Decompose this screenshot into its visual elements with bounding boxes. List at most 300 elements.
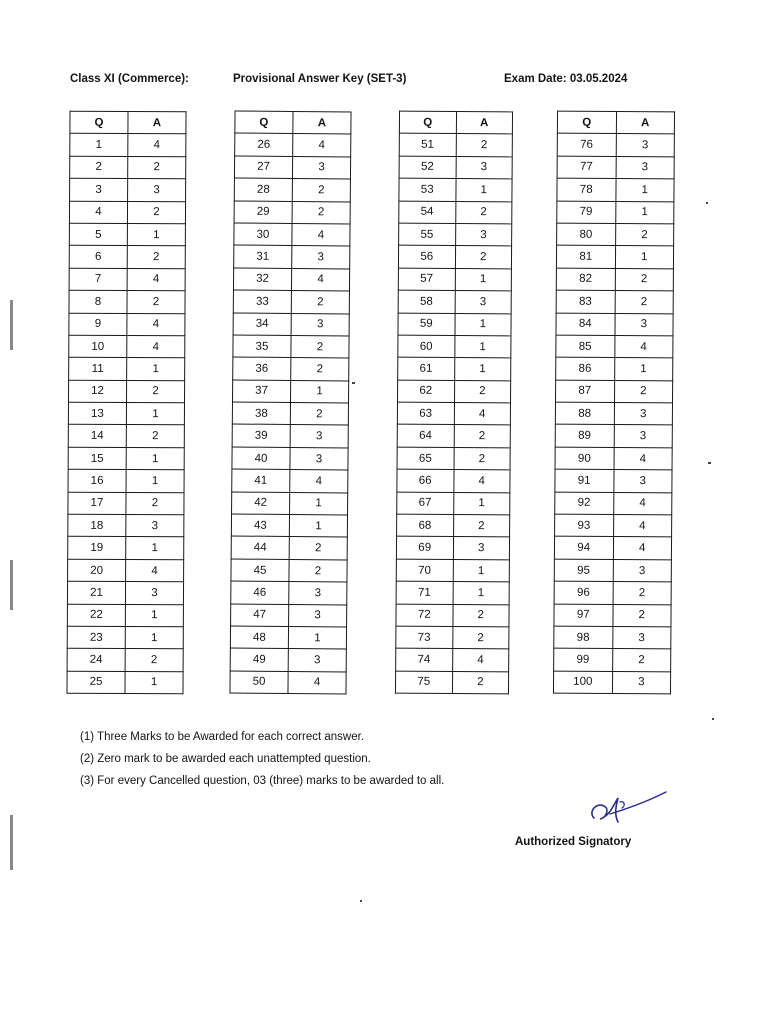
answer-option: 3 xyxy=(289,582,347,605)
table-row xyxy=(235,133,351,156)
table-row xyxy=(67,649,183,672)
answer-option: 2 xyxy=(291,335,349,358)
answer-option: 4 xyxy=(292,223,350,246)
question-number: 92 xyxy=(555,492,614,515)
table-row xyxy=(556,268,673,291)
header-a: A xyxy=(456,112,513,135)
answer-option: 4 xyxy=(614,447,673,470)
question-number: 43 xyxy=(231,514,289,537)
question-number: 63 xyxy=(397,402,454,425)
note-item: (1) Three Marks to be Awarded for each correct answer. xyxy=(80,731,365,743)
table-row xyxy=(234,201,350,224)
table-row xyxy=(69,335,185,358)
table-row xyxy=(230,626,346,649)
table-row xyxy=(69,380,185,403)
table-row xyxy=(396,626,509,649)
header-q: Q xyxy=(235,111,293,134)
table-row xyxy=(554,581,671,604)
question-number: 89 xyxy=(555,425,614,448)
table-row xyxy=(556,245,673,268)
question-number: 5 xyxy=(69,223,127,246)
table-row xyxy=(554,648,671,671)
question-number: 55 xyxy=(399,223,456,246)
table-row xyxy=(68,514,184,537)
question-number: 41 xyxy=(232,469,290,492)
table-row xyxy=(231,604,347,627)
question-number: 18 xyxy=(68,514,126,537)
answer-option: 1 xyxy=(126,470,184,493)
answer-option: 2 xyxy=(290,403,348,426)
question-number: 56 xyxy=(398,245,455,268)
answer-option: 4 xyxy=(613,537,672,560)
answer-option: 2 xyxy=(125,649,183,672)
table-row xyxy=(399,201,512,224)
table-row xyxy=(555,492,672,515)
question-number: 61 xyxy=(398,357,455,380)
answer-option: 3 xyxy=(291,313,349,336)
answer-option: 1 xyxy=(454,313,511,336)
question-number: 71 xyxy=(396,581,453,604)
question-number: 30 xyxy=(234,223,292,246)
question-number: 48 xyxy=(230,626,288,649)
table-row xyxy=(231,559,347,582)
question-number: 16 xyxy=(68,469,126,492)
answer-option: 2 xyxy=(292,201,350,224)
answer-option: 1 xyxy=(125,626,183,649)
table-row xyxy=(554,537,671,560)
question-number: 59 xyxy=(398,313,455,336)
answer-option: 4 xyxy=(126,559,184,582)
question-number: 24 xyxy=(67,649,125,672)
question-number: 11 xyxy=(69,357,127,380)
answer-option: 1 xyxy=(126,403,184,426)
table-row xyxy=(555,514,672,537)
scan-edge-mark xyxy=(10,560,13,610)
answer-option: 1 xyxy=(291,380,349,403)
answer-option: 2 xyxy=(615,291,674,314)
answer-option: 2 xyxy=(455,246,512,269)
question-number: 26 xyxy=(235,133,293,156)
answer-option: 2 xyxy=(127,380,185,403)
table-row xyxy=(68,559,184,582)
question-number: 82 xyxy=(556,268,615,291)
table-row xyxy=(398,290,511,313)
table-header-row xyxy=(235,111,351,134)
answer-option: 1 xyxy=(125,604,183,627)
header-q: Q xyxy=(70,111,128,134)
notes-section xyxy=(80,726,444,792)
answer-table-4 xyxy=(553,111,675,695)
question-number: 98 xyxy=(554,626,613,649)
answer-option: 3 xyxy=(290,425,348,448)
answer-option: 1 xyxy=(127,358,185,381)
answer-option: 2 xyxy=(126,425,184,448)
table-row xyxy=(67,671,183,694)
scan-edge-mark xyxy=(10,300,13,350)
question-number: 60 xyxy=(398,335,455,358)
table-row xyxy=(233,357,349,380)
question-number: 75 xyxy=(395,671,452,694)
answer-option: 2 xyxy=(127,291,185,314)
answer-option: 4 xyxy=(613,492,672,515)
note-item: (2) Zero mark to be awarded each unattempted question. xyxy=(80,753,371,765)
question-number: 84 xyxy=(556,313,615,336)
answer-option: 3 xyxy=(128,179,186,202)
table-row xyxy=(398,335,511,358)
question-number: 88 xyxy=(555,402,614,425)
question-number: 80 xyxy=(557,223,616,246)
table-row xyxy=(396,604,509,627)
answer-option: 3 xyxy=(126,515,184,538)
answer-option: 1 xyxy=(453,492,510,515)
answer-option: 2 xyxy=(128,156,186,179)
answer-option: 4 xyxy=(128,134,186,157)
question-number: 22 xyxy=(67,604,125,627)
table-row xyxy=(399,156,512,179)
question-number: 45 xyxy=(231,559,289,582)
table-row xyxy=(399,134,512,157)
table-row xyxy=(234,223,350,246)
answer-table-2 xyxy=(229,111,351,695)
question-number: 72 xyxy=(396,604,453,627)
answer-option: 3 xyxy=(290,447,348,470)
header-a: A xyxy=(616,112,675,135)
authorized-signatory-label: Authorized Signatory xyxy=(515,836,632,848)
answer-option: 3 xyxy=(292,246,350,269)
answer-option: 1 xyxy=(455,268,512,291)
question-number: 83 xyxy=(556,290,615,313)
question-number: 91 xyxy=(555,469,614,492)
table-row xyxy=(397,514,510,537)
question-number: 97 xyxy=(554,604,613,627)
question-number: 25 xyxy=(67,671,125,694)
table-row xyxy=(399,178,512,201)
scan-speck xyxy=(352,382,355,384)
table-row xyxy=(70,134,186,157)
answer-option: 2 xyxy=(289,537,347,560)
table-row xyxy=(554,559,671,582)
answer-option: 2 xyxy=(612,604,671,627)
answer-option: 1 xyxy=(126,447,184,470)
table-row xyxy=(555,402,672,425)
question-number: 29 xyxy=(234,201,292,224)
question-number: 90 xyxy=(555,447,614,470)
question-number: 6 xyxy=(69,246,127,269)
question-number: 15 xyxy=(68,447,126,470)
answer-option: 3 xyxy=(614,403,673,426)
table-row xyxy=(68,492,184,515)
question-number: 27 xyxy=(234,156,292,179)
answer-option: 4 xyxy=(452,649,509,672)
table-row xyxy=(398,313,511,336)
answer-option: 1 xyxy=(288,626,346,649)
answer-option: 1 xyxy=(125,671,183,694)
table-row xyxy=(70,178,186,201)
table-row xyxy=(232,492,348,515)
question-number: 49 xyxy=(230,648,288,671)
answer-option: 3 xyxy=(612,671,671,694)
table-row xyxy=(233,380,349,403)
answer-option: 3 xyxy=(288,649,346,672)
table-row xyxy=(230,671,346,694)
class-label: Class XI (Commerce): xyxy=(70,73,189,85)
table-row xyxy=(397,447,510,470)
answer-option: 1 xyxy=(289,515,347,538)
answer-option: 2 xyxy=(289,559,347,582)
question-number: 94 xyxy=(554,537,613,560)
answer-option: 2 xyxy=(615,268,674,291)
question-number: 36 xyxy=(233,357,291,380)
answer-option: 2 xyxy=(613,582,672,605)
answer-option: 2 xyxy=(291,358,349,381)
question-number: 95 xyxy=(554,559,613,582)
table-row xyxy=(69,290,185,313)
answer-option: 2 xyxy=(454,425,511,448)
question-number: 37 xyxy=(233,380,291,403)
question-number: 7 xyxy=(69,268,127,291)
question-number: 81 xyxy=(556,245,615,268)
answer-option: 4 xyxy=(453,470,510,493)
table-row xyxy=(555,425,672,448)
question-number: 79 xyxy=(557,201,616,224)
document-title: Provisional Answer Key (SET-3) xyxy=(233,73,407,85)
question-number: 51 xyxy=(399,134,456,157)
answer-option: 1 xyxy=(454,335,511,358)
answer-option: 1 xyxy=(453,582,510,605)
question-number: 31 xyxy=(234,245,292,268)
answer-option: 4 xyxy=(288,671,346,694)
table-row xyxy=(67,604,183,627)
question-number: 68 xyxy=(397,514,454,537)
question-number: 40 xyxy=(232,447,290,470)
answer-option: 4 xyxy=(290,470,348,493)
table-row xyxy=(556,357,673,380)
answer-option: 1 xyxy=(127,223,185,246)
question-number: 38 xyxy=(232,402,290,425)
table-row xyxy=(69,246,185,269)
question-number: 34 xyxy=(233,313,291,336)
question-number: 35 xyxy=(233,335,291,358)
table-row xyxy=(69,357,185,380)
answer-option: 1 xyxy=(454,358,511,381)
table-row xyxy=(232,424,348,447)
table-header-row xyxy=(70,111,186,134)
table-row xyxy=(68,537,184,560)
question-number: 74 xyxy=(396,648,453,671)
header-a: A xyxy=(293,112,351,135)
table-row xyxy=(398,380,511,403)
question-number: 14 xyxy=(68,425,126,448)
question-number: 1 xyxy=(70,134,128,157)
question-number: 86 xyxy=(556,357,615,380)
answer-option: 2 xyxy=(452,604,509,627)
answer-option: 2 xyxy=(291,291,349,314)
question-number: 23 xyxy=(67,626,125,649)
header-q: Q xyxy=(399,111,456,134)
question-number: 66 xyxy=(397,469,454,492)
table-row xyxy=(395,671,508,694)
table-row xyxy=(234,156,350,179)
table-row xyxy=(396,537,509,560)
table-header-row xyxy=(557,111,674,134)
question-number: 57 xyxy=(398,268,455,291)
table-row xyxy=(556,380,673,403)
table-row xyxy=(67,626,183,649)
answer-option: 4 xyxy=(127,268,185,291)
scan-speck xyxy=(706,202,708,204)
question-number: 78 xyxy=(557,178,616,201)
question-number: 100 xyxy=(553,671,612,694)
answer-option: 3 xyxy=(614,425,673,448)
answer-option: 3 xyxy=(456,156,513,179)
table-row xyxy=(69,201,185,224)
table-row xyxy=(234,178,350,201)
question-number: 10 xyxy=(69,335,127,358)
table-row xyxy=(68,447,184,470)
answer-option: 4 xyxy=(293,134,351,157)
table-row xyxy=(557,201,674,224)
table-row xyxy=(233,268,349,291)
question-number: 52 xyxy=(399,156,456,179)
answer-option: 4 xyxy=(454,403,511,426)
question-number: 53 xyxy=(399,178,456,201)
answer-option: 3 xyxy=(125,582,183,605)
answer-option: 4 xyxy=(614,335,673,358)
table-row xyxy=(233,290,349,313)
answer-option: 3 xyxy=(455,223,512,246)
question-number: 69 xyxy=(396,537,453,560)
question-number: 2 xyxy=(70,156,128,179)
answer-option: 3 xyxy=(289,604,347,627)
table-row xyxy=(397,492,510,515)
question-number: 19 xyxy=(68,537,126,560)
question-number: 58 xyxy=(398,290,455,313)
answer-option: 2 xyxy=(612,649,671,672)
question-number: 99 xyxy=(554,648,613,671)
question-number: 47 xyxy=(231,604,289,627)
table-row xyxy=(231,536,347,559)
table-row xyxy=(555,469,672,492)
table-row xyxy=(397,402,510,425)
table-row xyxy=(69,313,185,336)
question-number: 85 xyxy=(556,335,615,358)
answer-option: 3 xyxy=(616,134,675,157)
table-row xyxy=(397,469,510,492)
question-number: 4 xyxy=(69,201,127,224)
answer-option: 2 xyxy=(615,223,674,246)
scan-speck xyxy=(712,718,714,720)
answer-option: 1 xyxy=(615,201,674,224)
scan-edge-mark xyxy=(10,815,13,870)
table-row xyxy=(233,335,349,358)
answer-option: 2 xyxy=(453,515,510,538)
table-row xyxy=(557,156,674,179)
table-row xyxy=(555,447,672,470)
question-number: 21 xyxy=(67,581,125,604)
table-row xyxy=(69,223,185,246)
header-q: Q xyxy=(557,111,616,134)
question-number: 33 xyxy=(233,290,291,313)
question-number: 13 xyxy=(68,402,126,425)
answer-option: 2 xyxy=(614,380,673,403)
answer-table-1 xyxy=(66,111,186,695)
scan-speck xyxy=(708,462,711,464)
question-number: 20 xyxy=(68,559,126,582)
answer-option: 1 xyxy=(126,537,184,560)
question-number: 77 xyxy=(557,156,616,179)
table-row xyxy=(556,313,673,336)
header-a: A xyxy=(128,112,186,135)
table-row xyxy=(396,581,509,604)
table-row xyxy=(231,581,347,604)
answer-option: 2 xyxy=(452,671,509,694)
table-row xyxy=(554,626,671,649)
question-number: 8 xyxy=(69,290,127,313)
question-number: 32 xyxy=(233,268,291,291)
question-number: 93 xyxy=(555,514,614,537)
table-row xyxy=(557,223,674,246)
answer-option: 3 xyxy=(613,559,672,582)
question-number: 46 xyxy=(231,581,289,604)
answer-option: 2 xyxy=(454,447,511,470)
table-row xyxy=(70,156,186,179)
table-row xyxy=(396,559,509,582)
scan-speck xyxy=(360,900,362,902)
answer-option: 3 xyxy=(453,537,510,560)
answer-option: 4 xyxy=(613,515,672,538)
question-number: 39 xyxy=(232,424,290,447)
question-number: 70 xyxy=(396,559,453,582)
table-row xyxy=(557,133,674,156)
answer-option: 4 xyxy=(291,268,349,291)
table-row xyxy=(233,313,349,336)
question-number: 42 xyxy=(232,492,290,515)
answer-option: 3 xyxy=(292,156,350,179)
answer-option: 2 xyxy=(126,492,184,515)
table-row xyxy=(397,425,510,448)
answer-option: 1 xyxy=(615,246,674,269)
question-number: 50 xyxy=(230,671,288,694)
table-row xyxy=(69,268,185,291)
exam-date: Exam Date: 03.05.2024 xyxy=(504,73,628,85)
question-number: 3 xyxy=(70,178,128,201)
question-number: 76 xyxy=(557,133,616,156)
table-row xyxy=(234,245,350,268)
signature-icon xyxy=(580,788,670,832)
answer-option: 1 xyxy=(455,179,512,202)
table-row xyxy=(557,178,674,201)
question-number: 28 xyxy=(234,178,292,201)
answer-option: 1 xyxy=(453,559,510,582)
table-row xyxy=(399,223,512,246)
answer-option: 3 xyxy=(612,626,671,649)
answer-option: 2 xyxy=(455,201,512,224)
table-row xyxy=(231,514,347,537)
answer-option: 2 xyxy=(456,134,513,157)
question-number: 73 xyxy=(396,626,453,649)
table-header-row xyxy=(399,111,512,134)
answer-option: 3 xyxy=(616,156,675,179)
table-row xyxy=(554,604,671,627)
answer-table-3 xyxy=(395,111,513,695)
answer-option: 4 xyxy=(127,313,185,336)
table-row xyxy=(68,402,184,425)
question-number: 9 xyxy=(69,313,127,336)
question-number: 65 xyxy=(397,447,454,470)
table-row xyxy=(232,469,348,492)
answer-option: 2 xyxy=(127,201,185,224)
question-number: 87 xyxy=(556,380,615,403)
